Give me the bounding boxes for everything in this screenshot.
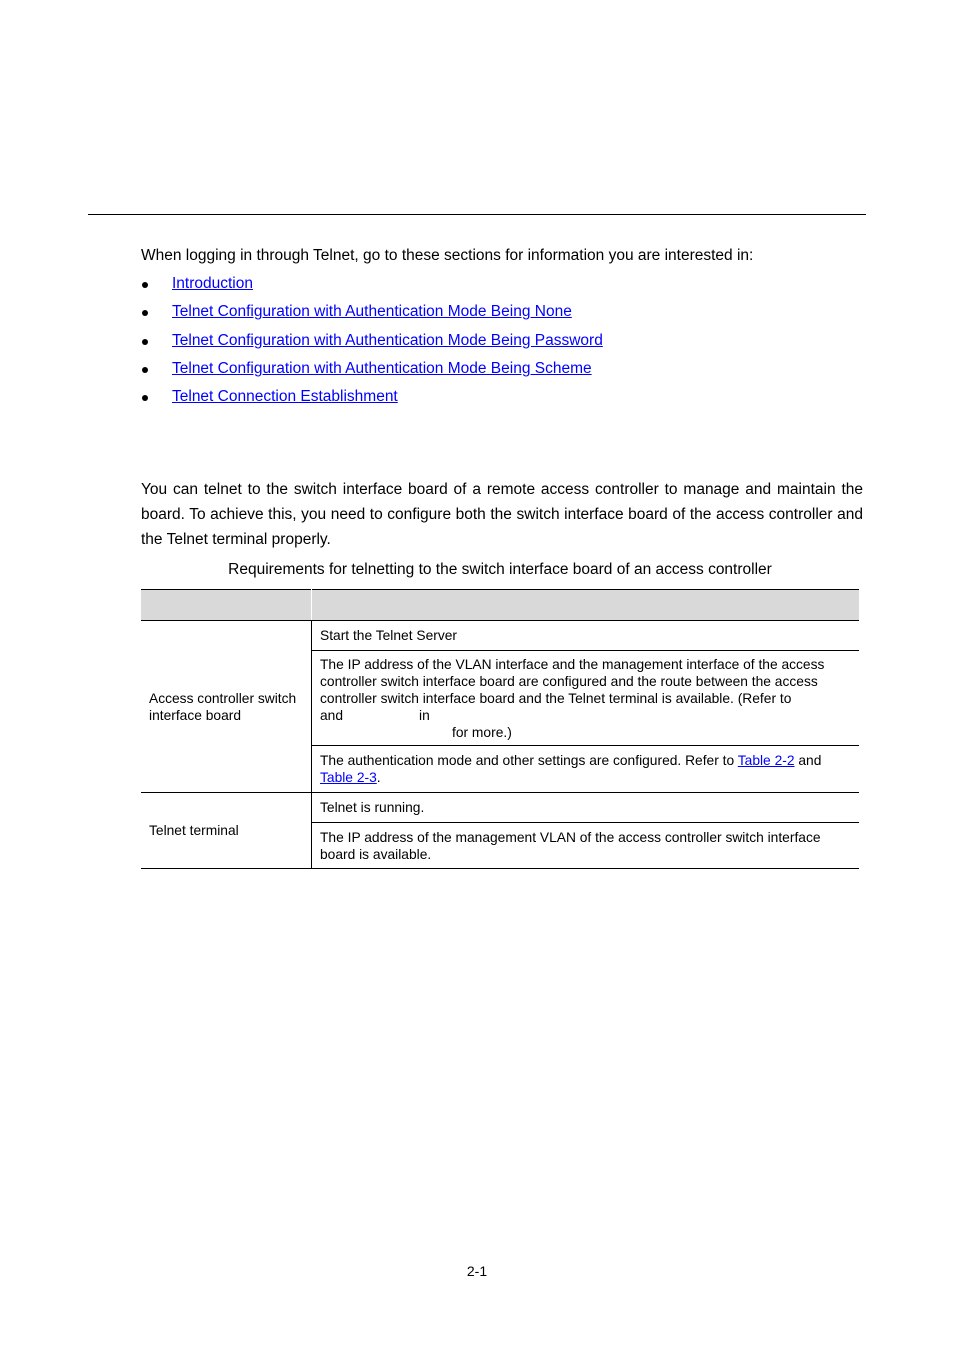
link-introduction[interactable]: Introduction bbox=[172, 275, 253, 292]
requirement-text: . bbox=[376, 770, 381, 785]
bullet-icon bbox=[142, 282, 148, 288]
table-header-cell bbox=[141, 590, 312, 621]
link-auth-password[interactable]: Telnet Configuration with Authentication Mode Being Password bbox=[172, 331, 603, 349]
table-row bbox=[141, 621, 859, 651]
link-table-2-3[interactable]: Table 2-3 bbox=[320, 770, 377, 785]
requirement-text: and bbox=[794, 753, 822, 768]
section-rule bbox=[88, 214, 866, 215]
bullet-icon bbox=[142, 395, 148, 401]
body-paragraph: You can telnet to the switch interface board of a remote access controller to manage and maintain the board. To achieve this, you need to configure both the switch interface board of the access controller and the Telnet terminal properly. bbox=[141, 481, 863, 548]
requirement-cell: Telnet is running. bbox=[312, 793, 860, 823]
intro-text: When logging in through Telnet, go to these sections for information you are interested in: bbox=[141, 247, 754, 264]
link-auth-scheme[interactable]: Telnet Configuration with Authentication Mode Being Scheme bbox=[172, 359, 592, 377]
requirement-cell: Start the Telnet Server bbox=[312, 621, 860, 651]
link-table-2-2[interactable]: Table 2-2 bbox=[737, 753, 795, 768]
bullet-icon bbox=[142, 310, 148, 316]
object-cell: Telnet terminal bbox=[141, 793, 312, 869]
page-number: 2-1 bbox=[466, 1263, 488, 1279]
requirement-cell bbox=[312, 746, 860, 793]
link-auth-none[interactable]: Telnet Configuration with Authentication Mode Being None bbox=[172, 303, 572, 321]
requirement-text: for more.) bbox=[452, 724, 512, 740]
table-header-cell bbox=[312, 590, 860, 621]
requirements-table bbox=[141, 589, 859, 869]
requirement-text: The IP address of the VLAN interface and the management interface of the access controller switch interface board are configured and the route between the access controller switch interface board and the Telnet terminal is available. (Refer to bbox=[320, 656, 825, 706]
requirement-text: in bbox=[419, 707, 430, 723]
bullet-icon bbox=[142, 367, 148, 373]
link-connection-establishment[interactable]: Telnet Connection Establishment bbox=[172, 388, 398, 406]
object-cell: Access controller switch interface board bbox=[141, 621, 312, 793]
requirement-cell: The IP address of the management VLAN of the access controller switch interface board is available. bbox=[312, 823, 860, 869]
bullet-icon bbox=[142, 339, 148, 345]
requirement-cell bbox=[312, 651, 860, 746]
table-header-row bbox=[141, 590, 859, 621]
requirement-text: and bbox=[320, 707, 344, 723]
table-row bbox=[141, 793, 859, 823]
requirement-text: The authentication mode and other settings are configured. Refer to bbox=[320, 753, 738, 768]
table-caption: Requirements for telnetting to the switch interface board of an access controller bbox=[228, 561, 772, 578]
